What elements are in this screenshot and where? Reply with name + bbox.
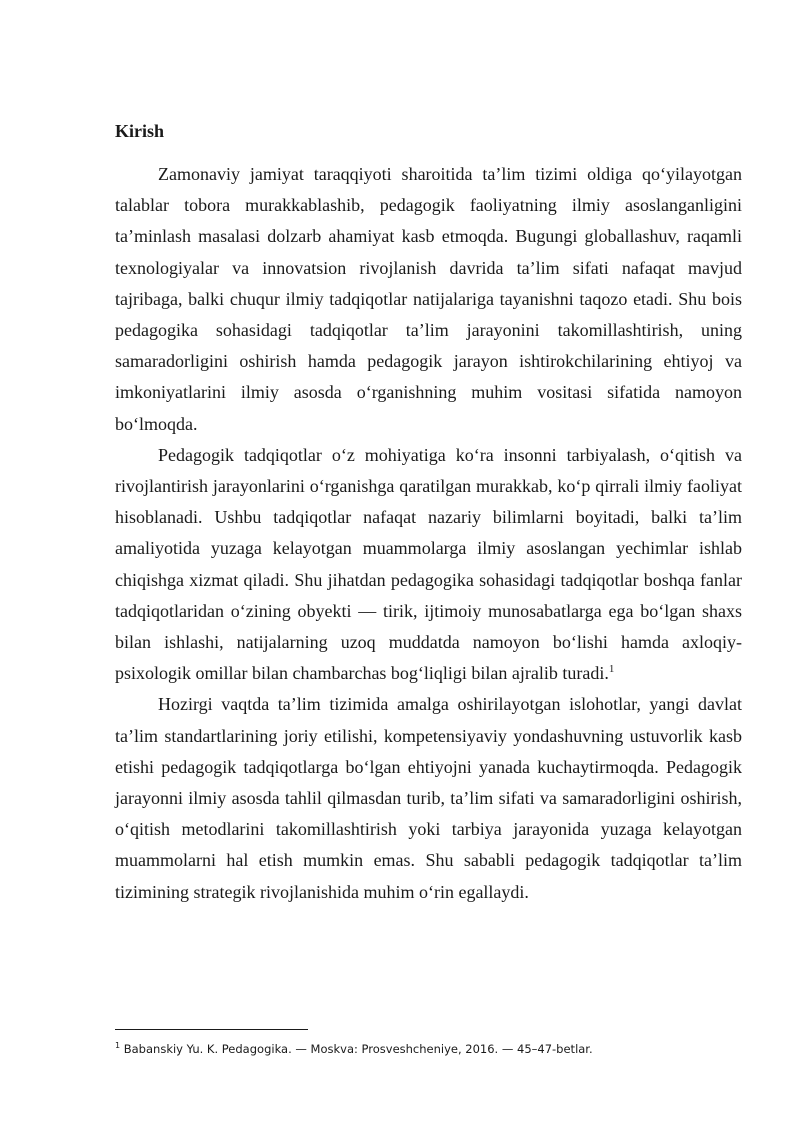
paragraph-2-text: Pedagogik tadqiqotlar oʻz mohiyatiga koʻra insonni tarbiyalash, oʻqitish va rivojlantirish jarayonlarini oʻrganishga qaratilgan murakkab, koʻp qirrali ilmiy faoliyat hisoblanadi. Ushbu tadqiqotlar nafaqat nazariy bilimlarni boyitadi, balki taʼlim amaliyotida yuzaga kelayotgan muammolarga ilmiy asoslangan yechimlar ishlab chiqishga xizmat qiladi. Shu jihatdan pedagogika sohasidagi tadqiqotlar boshqa fanlar tadqiqotlaridan oʻzining obyekti — tirik, ijtimoiy munosabatlarga ega boʻlgan shaxs bilan ishlashi, natijalarning uzoq muddatda namoyon boʻlishi hamda axloqiy-psixologik omillar bilan chambarchas bogʻliqligi bilan ajralib turadi. xyxy=(115,444,742,684)
section-heading: Kirish xyxy=(115,121,165,141)
footnote xyxy=(115,1041,593,1057)
paragraph-3-text: Hozirgi vaqtda taʼlim tizimida amalga oshirilayotgan islohotlar, yangi davlat taʼlim standartlarining joriy etilishi, kompetensiyaviy yondashuvning ustuvorlik kasb etishi pedagogik tadqiqotlarga boʻlgan ehtiyojni yanada kuchaytirmoqda. Pedagogik jarayonni ilmiy asosda tahlil qilmasdan turib, taʼlim sifati va samaradorligini oshirish, oʻqitish metodlarini takomillashtirish yoki tarbiya jarayonida yuzaga kelayotgan muammolarni hal etish mumkin emas. Shu sababli pedagogik tadqiqotlar taʼlim tizimining strategik rivojlanishida muhim oʻrin egallaydi. xyxy=(115,694,742,902)
footnote-number: 1 xyxy=(115,1041,121,1051)
body-text xyxy=(115,159,742,908)
footnote-reference[interactable]: 1 xyxy=(608,663,615,676)
paragraph-1-text: Zamonaviy jamiyat taraqqiyoti sharoitida taʼlim tizimi oldiga qoʻyilayotgan talablar tobora murakkablashib, pedagogik faoliyatning ilmiy asoslanganligini taʼminlash masalasi dolzarb ahamiyat kasb etmoqda. Bugungi globallashuv, raqamli texnologiyalar va innovatsion rivojlanish davrida taʼlim sifati nafaqat mavjud tajribaga, balki chuqur ilmiy tadqiqotlar natijalariga tayanishni taqozo etadi. Shu bois pedagogika sohasidagi tadqiqotlar taʼlim jarayonini takomillashtirish, uning samaradorligini oshirish hamda pedagogik jarayon ishtirokchilarining ehtiyoj va imkoniyatlarini ilmiy asosda oʻrganishning muhim vositasi sifatida namoyon boʻlmoqda. xyxy=(115,164,742,434)
paragraph-1 xyxy=(115,159,742,440)
footnote-separator xyxy=(115,1029,308,1030)
paragraph-2 xyxy=(115,440,742,690)
paragraph-3 xyxy=(115,689,742,907)
footnote-text: Babanskiy Yu. K. Pedagogika. — Moskva: Prosveshcheniye, 2016. — 45–47-betlar. xyxy=(123,1042,593,1056)
